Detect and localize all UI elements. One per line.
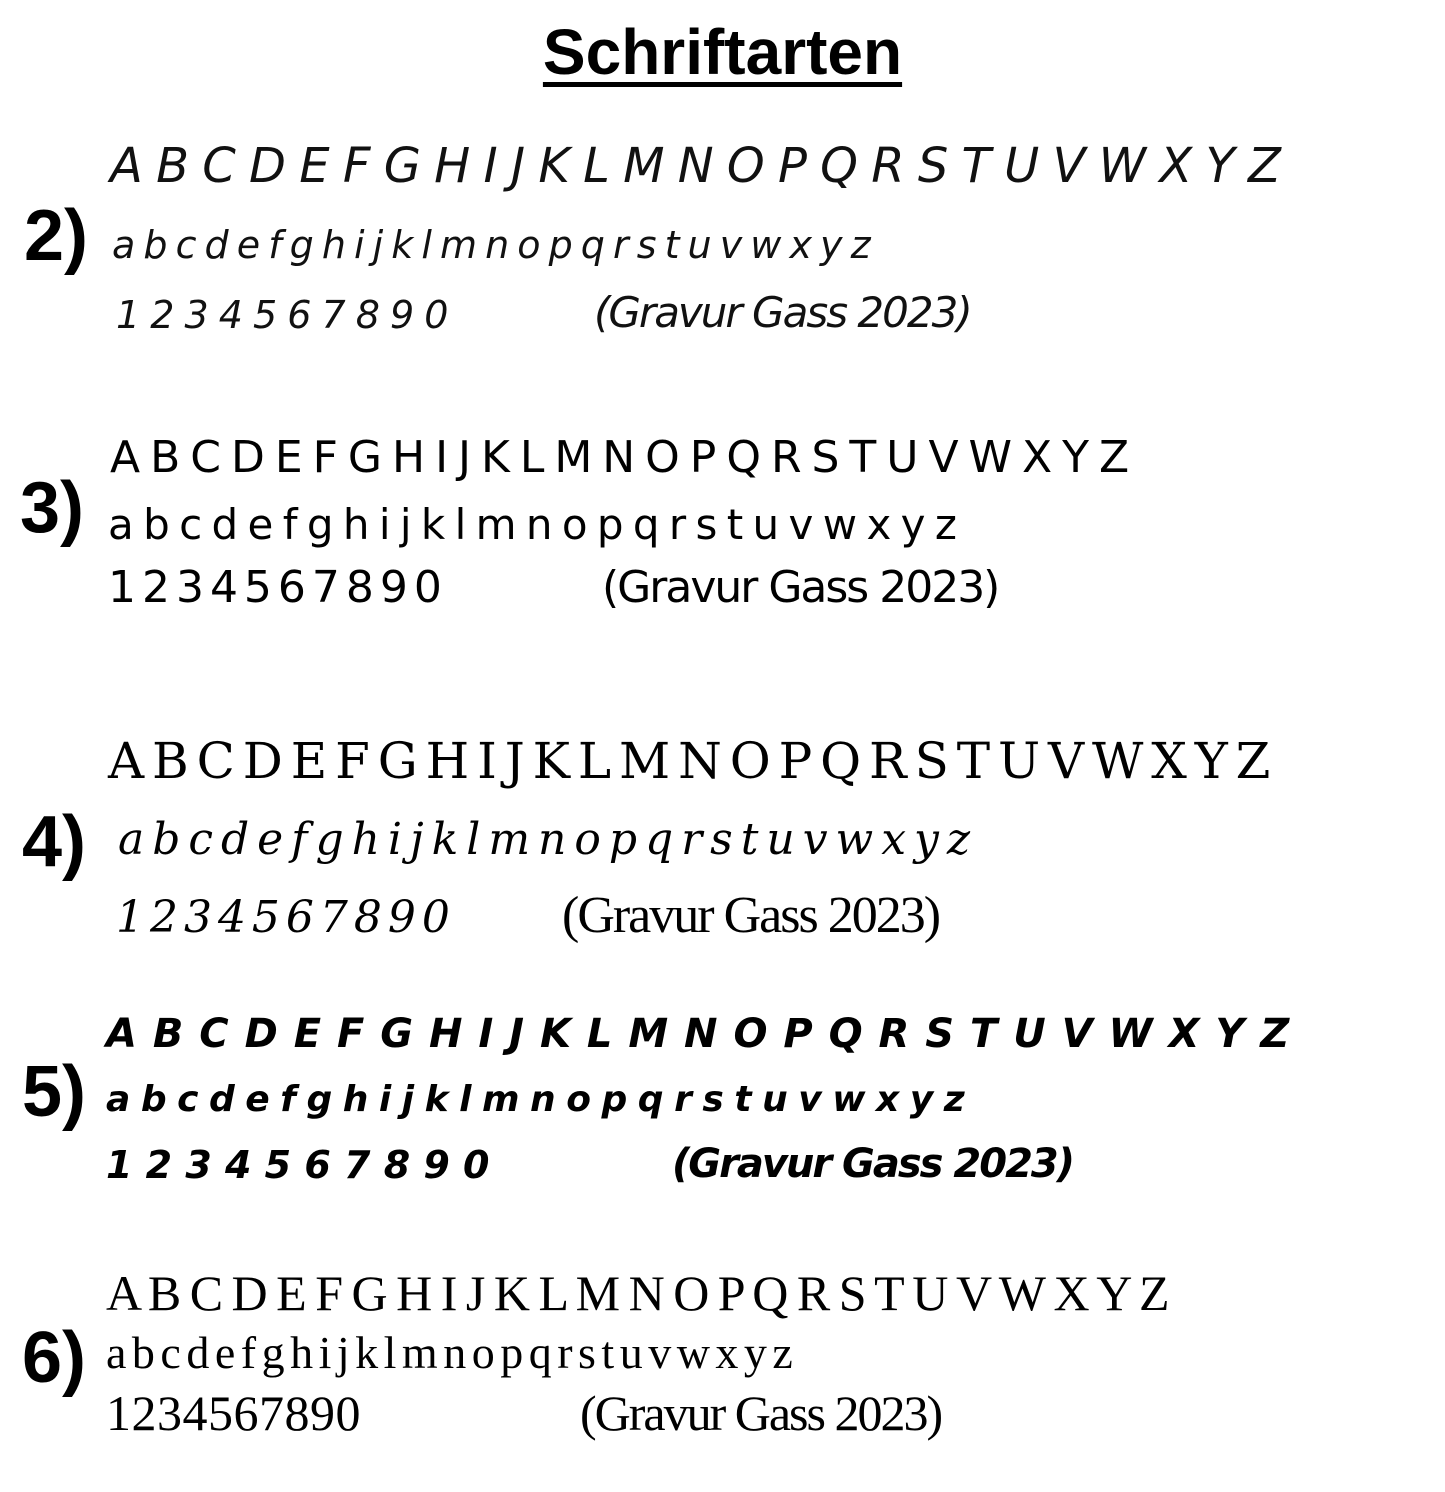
uppercase-row: A B C D E F G H I J K L M N O P Q R S T U V W X Y Z [110,432,1128,483]
uppercase-row: A B C D E F G H I J K L M N O P Q R S T U V W X Y Z [108,732,1267,790]
sample-text: (Gravur Gass 2023) [594,288,971,337]
digits-row: 1 2 3 4 5 6 7 8 9 0 [106,1143,490,1187]
font-number: 4) [22,802,87,882]
sample-text: (Gravur Gass 2023) [602,562,999,613]
sample-text: (Gravur Gass 2023) [562,887,940,944]
page-title-text: Schriftarten [542,16,903,88]
uppercase-row: A B C D E F G H I J K L M N O P Q R S T U V W X Y Z [106,1265,1168,1321]
font-number: 3) [20,468,85,548]
digits-row: 1 2 3 4 5 6 7 8 9 0 [116,293,448,337]
font-number: 6) [22,1318,87,1398]
lowercase-row: a b c d e f g h i j k l m n o p q r s t u v w x y z [112,223,869,267]
digits-row: 1 2 3 4 5 6 7 8 9 0 [108,562,438,613]
sample-text: (Gravur Gass 2023) [580,1385,942,1441]
page-title [0,14,1445,90]
font-number: 2) [24,196,89,276]
sample-text: (Gravur Gass 2023) [672,1141,1074,1187]
font-number: 5) [22,1052,87,1132]
lowercase-row: a b c d e f g h i j k l m n o p q r s t u v w x y z [108,500,955,549]
uppercase-row: A B C D E F G H I J K L M N O P Q R S T U V W X Y Z [110,138,1280,194]
lowercase-row: a b c d e f g h i j k l m n o p q r s t u v w x y z [118,814,968,865]
digits-row: 1 2 3 4 5 6 7 8 9 0 [106,1385,355,1441]
digits-row: 1 2 3 4 5 6 7 8 9 0 [116,892,446,943]
lowercase-row: a b c d e f g h i j k l m n o p q r s t u v w x y z [106,1079,964,1120]
lowercase-row: a b c d e f g h i j k l m n o p q r s t u v w x y z [106,1327,790,1378]
uppercase-row: A B C D E F G H I J K L M N O P Q R S T U V W X Y Z [106,1011,1291,1057]
